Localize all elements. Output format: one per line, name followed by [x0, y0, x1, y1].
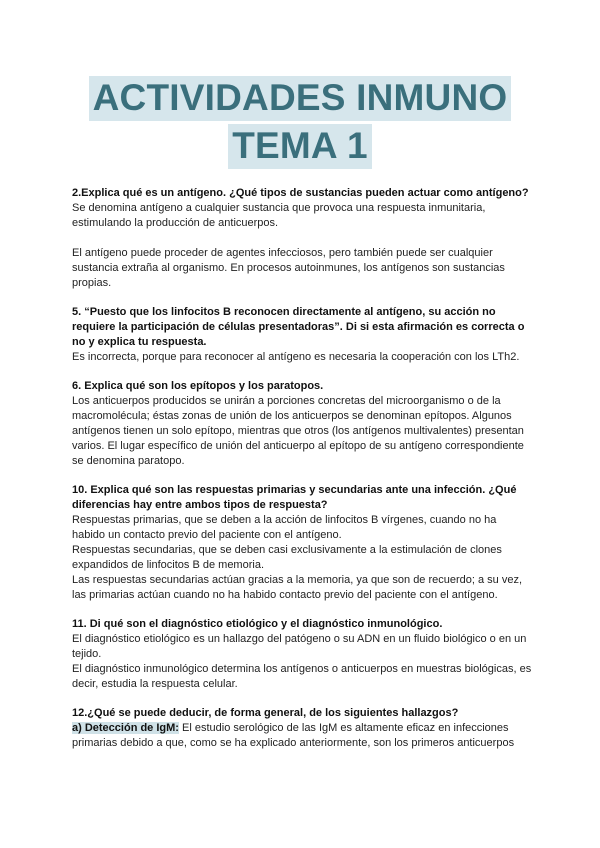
answer-2-paragraph-1: Se denomina antígeno a cualquier sustancia que provoca una respuesta inmunitaria, estimulando la producción de anticuerpos. — [72, 202, 486, 229]
section-q5 — [72, 305, 532, 365]
section-q12 — [72, 706, 532, 751]
page-title-line-1: ACTIVIDADES INMUNO — [89, 76, 512, 121]
title-block — [0, 76, 600, 169]
answer-2-paragraph-2: El antígeno puede proceder de agentes infecciosos, pero también puede ser cualquier sustancia extraña al organismo. En procesos autoinmunes, los antígenos son sustancias propias. — [72, 247, 505, 289]
answer-5: Es incorrecta, porque para reconocer al antígeno es necesaria la cooperación con los LTh2. — [72, 351, 520, 363]
question-11: 11. Di qué son el diagnóstico etiológico y el diagnóstico inmunológico. — [72, 618, 443, 630]
section-q11 — [72, 617, 532, 692]
answer-10-paragraph-2: Respuestas secundarias, que se deben casi exclusivamente a la estimulación de clones expandidos de linfocitos B de memoria. — [72, 544, 502, 571]
answer-10-paragraph-3: Las respuestas secundarias actúan gracias a la memoria, ya que son de recuerdo; a su vez, las primarias actúan cuando no ha habido contacto previo del paciente con el antígeno. — [72, 574, 523, 601]
answer-6: Los anticuerpos producidos se unirán a porciones concretas del microorganismo o de la macromolécula; éstas zonas de unión de los anticuerpos se denominan epítopos. Algunos antígenos tienen un solo epítopo, mientras que otros (los antígenos multivalentes) presentan varios. El lugar específico de unión del anticuerpo al epítopo de su antígeno correspondiente se denomina paratopo. — [72, 395, 524, 467]
answer-12-item-a — [72, 721, 532, 751]
page-title-line-2: TEMA 1 — [228, 124, 372, 169]
document-content — [72, 186, 532, 765]
section-q6 — [72, 379, 532, 469]
question-12: 12.¿Qué se puede deducir, de forma general, de los siguientes hallazgos? — [72, 707, 459, 719]
item-a-text: El estudio serológico de las IgM es altamente eficaz en infecciones primarias debido a que, como se ha explicado anteriormente, son los primeros anticuerpos — [72, 722, 515, 749]
answer-11-paragraph-1: El diagnóstico etiológico es un hallazgo del patógeno o su ADN en un fluido biológico o en un tejido. — [72, 633, 527, 660]
answer-11-paragraph-2: El diagnóstico inmunológico determina los antígenos o anticuerpos en muestras biológicas, es decir, estudia la respuesta celular. — [72, 663, 532, 690]
question-2: 2.Explica qué es un antígeno. ¿Qué tipos de sustancias pueden actuar como antígeno? — [72, 187, 529, 199]
question-6: 6. Explica qué son los epítopos y los paratopos. — [72, 380, 324, 392]
section-q10 — [72, 483, 532, 603]
section-q2 — [72, 186, 532, 291]
item-a-label: a) Detección de IgM: — [72, 722, 179, 734]
question-5: 5. “Puesto que los linfocitos B reconocen directamente al antígeno, su acción no requiere la participación de células presentadoras”. Di si esta afirmación es correcta o no y explica tu respuesta. — [72, 306, 525, 348]
answer-10-paragraph-1: Respuestas primarias, que se deben a la acción de linfocitos B vírgenes, cuando no ha habido un contacto previo del paciente con el antígeno. — [72, 514, 497, 541]
question-10: 10. Explica qué son las respuestas primarias y secundarias ante una infección. ¿Qué diferencias hay entre ambos tipos de respuesta? — [72, 484, 517, 511]
